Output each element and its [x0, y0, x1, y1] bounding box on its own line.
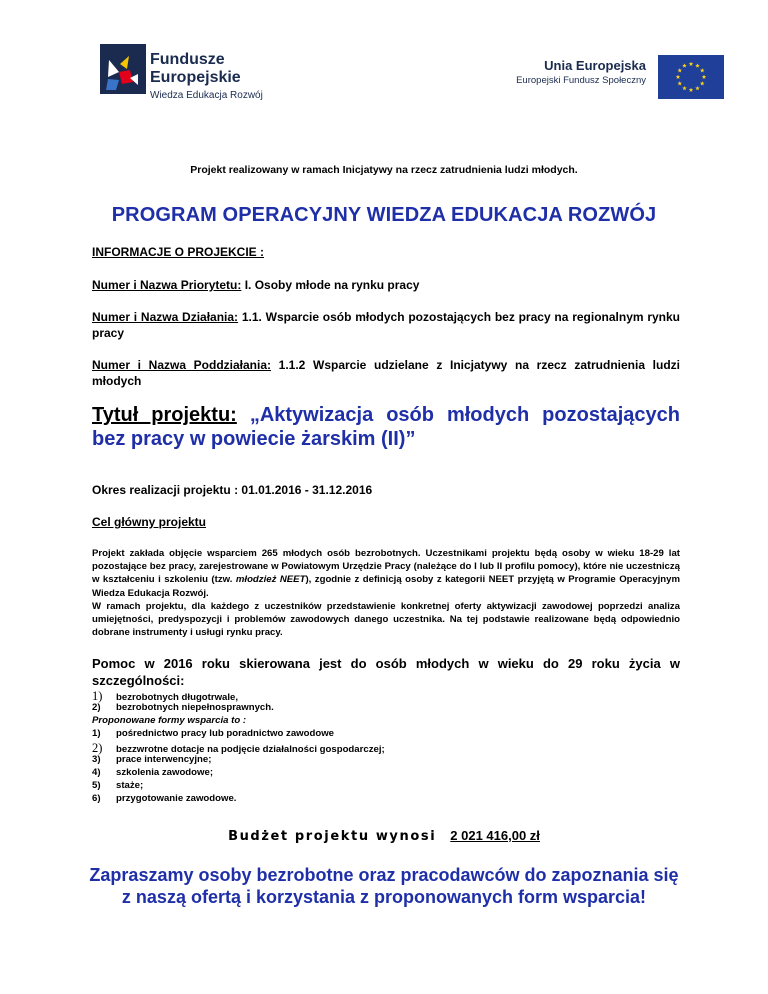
- goal-heading: Cel główny projektu: [92, 515, 207, 529]
- list-item-number: 1): [92, 728, 101, 739]
- priority-line: [92, 277, 680, 293]
- project-title: [92, 403, 680, 451]
- budget-label: Budżet projektu wynosi: [228, 829, 437, 844]
- subaction-label: Numer i Nazwa Poddziałania:: [92, 358, 271, 372]
- action-value: 1.1. Wsparcie osób młodych pozostających bez pracy na regionalnym rynku pracy: [92, 310, 681, 340]
- invitation-line-2: z naszą ofertą i korzystania z proponowanych form wsparcia!: [121, 887, 647, 907]
- unia-europejska-logo: [496, 55, 724, 99]
- description-p1-text: Projekt zakłada objęcie wsparciem 265 młodych osób bezrobotnych. Uczestnikami projektu będą osoby w wieku 18-29 lat pozostające bez pracy, zarejestrowane w Powiatowym Urzędzie Pracy (należące do I lub II profilu pomocy), które nie uczestniczą w kształceniu i szkoleniu (tzw.: [92, 548, 680, 586]
- list-item-number: 2): [92, 741, 103, 755]
- intro-text: Projekt realizowany w ramach Inicjatywy na rzecz zatrudnienia ludzi młodych.: [190, 164, 578, 176]
- fundusze-europejskie-logo: [100, 44, 290, 108]
- list-item: [92, 741, 680, 754]
- subaction-line: [92, 357, 680, 389]
- fe-logo-line1: Fundusze: [150, 51, 225, 68]
- eu-logo-line2: Europejski Fundusz Społeczny: [516, 75, 646, 86]
- description-paragraph-1: [92, 547, 680, 600]
- list-item: [92, 728, 680, 741]
- description-paragraph-2: W ramach projektu, dla każdego z uczestników przedstawienie konkretnej oferty aktywizacji zawodowej poprzedzi analiza umiejętności, predyspozycji i problemów zawodowych danego uczestnika. Na tej podstawie realizowane będą odpowiednio dobrane instrumenty i usługi rynku pracy.: [92, 600, 680, 639]
- list-item-text: szkolenia zawodowe;: [116, 767, 214, 778]
- list-item-text: prace interwencyjne;: [116, 754, 212, 765]
- list-item-text: bezrobotnych długotrwale,: [116, 692, 239, 703]
- list-item-text: bezzwrotne dotacje na podjęcie działalności gospodarczej;: [116, 744, 385, 755]
- list-item-text: bezrobotnych niepełnosprawnych.: [116, 702, 274, 713]
- priority-label: Numer i Nazwa Priorytetu:: [92, 278, 242, 292]
- project-title-label: Tytuł projektu:: [92, 404, 237, 426]
- fundusze-europejskie-mark-icon: [100, 44, 146, 94]
- list-item: [92, 689, 680, 702]
- project-title-value: „Aktywizacja osób młodych pozostających bez pracy w powiecie żarskim (II)”: [92, 404, 681, 450]
- project-description: [92, 547, 680, 639]
- list-item: [92, 767, 680, 780]
- list-item: [92, 702, 680, 715]
- list-item-number: 2): [92, 702, 101, 713]
- subaction-value: 1.1.2 Wsparcie udzielane z Inicjatywy na rzecz zatrudnienia ludzi młodych: [92, 358, 680, 388]
- budget-line: [0, 828, 768, 844]
- description-p1-text-end: ), zgodnie z definicją osoby z kategorii NEET przyjętą w Programie Operacyjnym Wiedza Edukacja Rozwój.: [92, 574, 680, 599]
- budget-value: 2 021 416,00 zł: [450, 828, 540, 843]
- list-item-number: 1): [92, 689, 103, 703]
- support-list: [92, 689, 680, 806]
- list-item-number: 6): [92, 793, 101, 804]
- invitation-text: [0, 864, 768, 908]
- action-label: Numer i Nazwa Działania:: [92, 310, 239, 324]
- list-item-text: przygotowanie zawodowe.: [116, 793, 237, 804]
- description-p1-italic: młodzież NEET: [235, 574, 306, 586]
- eu-logo-line1: Unia Europejska: [544, 58, 646, 73]
- action-line: [92, 309, 680, 341]
- eu-flag-icon: [658, 55, 724, 99]
- fe-logo-line2: Europejskie: [150, 69, 241, 86]
- list-item-text: staże;: [116, 780, 144, 791]
- list-item-number: 4): [92, 767, 101, 778]
- list-item: [92, 754, 680, 767]
- forms-heading: Proponowane formy wsparcia to :: [92, 715, 247, 726]
- help-text: Pomoc w 2016 roku skierowana jest do osób młodych w wieku do 29 roku życia w szczególności:: [92, 656, 680, 688]
- fe-logo-line3: Wiedza Edukacja Rozwój: [150, 90, 263, 101]
- list-item-number: 5): [92, 780, 101, 791]
- period-line: Okres realizacji projektu : 01.01.2016 - 31.12.2016: [92, 483, 373, 497]
- info-heading: INFORMACJE O PROJEKCIE :: [92, 245, 265, 259]
- priority-value: I. Osoby młode na rynku pracy: [241, 278, 420, 292]
- list-item-text: pośrednictwo pracy lub poradnictwo zawodowe: [116, 728, 335, 739]
- list-item-number: 3): [92, 754, 101, 765]
- list-item: [92, 793, 680, 806]
- invitation-line-1: Zapraszamy osoby bezrobotne oraz pracodawców do zapoznania się: [89, 865, 679, 885]
- list-item: [92, 780, 680, 793]
- program-title: PROGRAM OPERACYJNY WIEDZA EDUKACJA ROZWÓJ: [111, 204, 657, 226]
